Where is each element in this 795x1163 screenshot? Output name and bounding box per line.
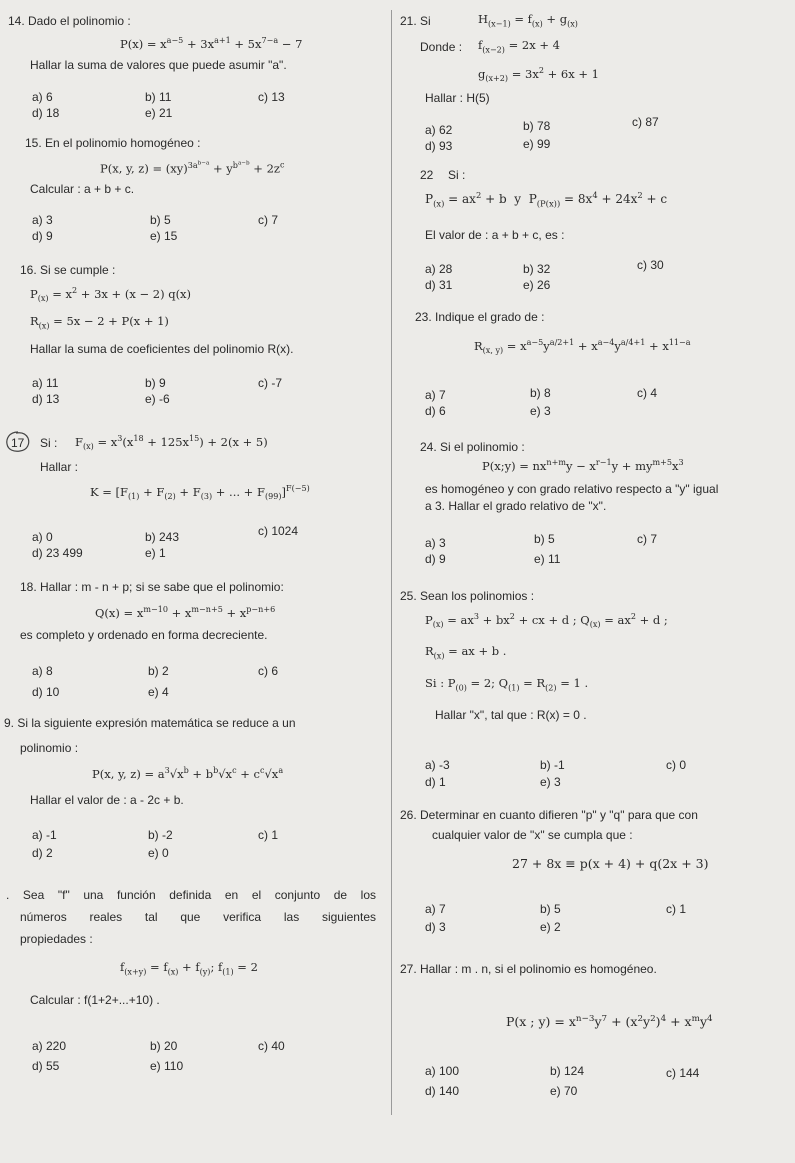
q17-heading: Si :: [40, 436, 58, 450]
option[interactable]: e) 3: [530, 404, 551, 418]
option[interactable]: b) 11: [145, 90, 172, 104]
option[interactable]: c) 7: [258, 213, 279, 227]
option[interactable]: a) -1: [32, 828, 57, 842]
q24-formula: P(x;y) = $nx^{n+m}y - x^{r-1}y + my^{m+5}x^3$: [482, 458, 684, 473]
q22-heading: Si :: [448, 168, 466, 182]
option[interactable]: e) 26: [523, 278, 551, 292]
option[interactable]: d) 10: [32, 685, 60, 699]
q14-heading: 14. Dado el polinomio :: [8, 14, 131, 28]
option[interactable]: b) 243: [145, 530, 180, 544]
option[interactable]: e) -6: [145, 392, 170, 406]
option[interactable]: a) 8: [32, 664, 53, 678]
q24-heading: 24. Si el polinomio :: [420, 440, 525, 454]
option[interactable]: d) 13: [32, 392, 60, 406]
q21-label: Donde :: [420, 40, 463, 54]
q20-formula: $f_{(x+y)} = f_{(x)} + f_{(y)}$; $f_{(1)} = 2$: [120, 960, 258, 977]
option[interactable]: a) -3: [425, 758, 450, 772]
option[interactable]: a) 62: [425, 123, 453, 137]
option[interactable]: e) 1: [145, 546, 166, 560]
option[interactable]: a) 0: [32, 530, 53, 544]
option[interactable]: c) 87: [632, 115, 659, 129]
option[interactable]: a) 3: [32, 213, 53, 227]
option[interactable]: c) 7: [637, 532, 658, 546]
option[interactable]: a) 220: [32, 1039, 67, 1053]
q19-text: Hallar el valor de : a - 2c + b.: [30, 793, 184, 807]
q25-formula-3: Si : $P_{(0)} = 2$; $Q_{(1)} = R_{(2)} = 1$ .: [425, 676, 589, 693]
option[interactable]: e) 21: [145, 106, 173, 120]
option[interactable]: e) 0: [148, 846, 169, 860]
q22-formula: $P_{(x)} = ax^2 + b$ y $P_{(P(x))} = 8x^4 + 24x^2 + c$: [425, 190, 668, 209]
q25-formula-2: $R_{(x)}$ = ax + b .: [425, 644, 507, 661]
q23-heading: 23. Indique el grado de :: [415, 310, 545, 324]
option[interactable]: c) -7: [258, 376, 282, 390]
option[interactable]: c) 0: [666, 758, 687, 772]
q23-formula: $R_{(x, y)} = x^{a-5}y^{a/2+1} + x^{a-4}y^{a/4+1} + x^{11-a}$: [474, 338, 691, 356]
q25-text: Hallar "x", tal que : R(x) = 0 .: [435, 708, 587, 722]
q22-number: 22: [420, 168, 434, 182]
option[interactable]: e) 11: [534, 552, 561, 566]
q17-formula: $F_{(x)} = x^3(x^{18} + 125x^{15}) + 2(x + 5)$: [75, 434, 268, 452]
q27-heading: 27. Hallar : m . n, si el polinomio es homogéneo.: [400, 962, 657, 976]
q19-heading-2: polinomio :: [20, 741, 79, 755]
q25-heading: 25. Sean los polinomios :: [400, 589, 535, 603]
option[interactable]: b) 8: [530, 386, 551, 400]
option[interactable]: a) 100: [425, 1064, 460, 1078]
option[interactable]: c) 144: [666, 1066, 700, 1080]
option[interactable]: b) 2: [148, 664, 169, 678]
option[interactable]: d) 2: [32, 846, 53, 860]
option[interactable]: d) 1: [425, 775, 446, 789]
option[interactable]: d) 55: [32, 1059, 60, 1073]
option[interactable]: b) 124: [550, 1064, 585, 1078]
option[interactable]: d) 140: [425, 1084, 460, 1098]
q24-text: es homogéneo y con grado relativo respecto a "y" igual: [425, 482, 719, 496]
option[interactable]: d) 3: [425, 920, 446, 934]
q18-formula: $Q(x) = x^{m-10} + x^{m-n+5} + x^{p-n+6}$: [95, 605, 276, 620]
q19-formula: P(x, y, $z) = a^3√x^b + b^b√x^c + c^c√x^a$: [92, 766, 284, 781]
q14-text: Hallar la suma de valores que puede asumir "a".: [30, 58, 287, 72]
option[interactable]: e) 2: [540, 920, 561, 934]
q20-heading-3: propiedades :: [20, 932, 93, 946]
option[interactable]: c) 40: [258, 1039, 285, 1053]
option[interactable]: a) 11: [32, 376, 59, 390]
q16-formula-2: $R_{(x)} = 5x - 2 + P(x + 1)$: [30, 314, 169, 331]
q24-text-2: a 3. Hallar el grado relativo de "x".: [425, 499, 607, 513]
option[interactable]: b) 5: [540, 902, 561, 916]
q15-text: Calcular : a + b + c.: [30, 182, 135, 196]
option[interactable]: a) 7: [425, 902, 446, 916]
option[interactable]: d) 18: [32, 106, 60, 120]
option[interactable]: d) 31: [425, 278, 453, 292]
option[interactable]: c) 30: [637, 258, 664, 272]
q22-text: El valor de : a + b + c, es :: [425, 228, 565, 242]
q15-formula: P(x, y, $z) = (xy)^{3a^{b-a}} + y^{b^{a-b}} + 2z^c$: [100, 160, 285, 176]
option[interactable]: e) 110: [150, 1059, 184, 1073]
option[interactable]: e) 4: [148, 685, 169, 699]
q20-heading: . Sea "f" una función definida en el conjunto de los: [6, 888, 376, 902]
option[interactable]: b) 32: [523, 262, 551, 276]
q16-heading: 16. Si se cumple :: [20, 263, 116, 277]
q20-heading-2: números reales tal que verifica las siguientes: [20, 910, 376, 924]
option[interactable]: e) 15: [150, 229, 178, 243]
q20-text: Calcular : f(1+2+...+10) .: [30, 993, 160, 1007]
q21-formula-1: $H_{(x-1)} = f_{(x)} + g_{(x)}$: [478, 12, 578, 29]
column-divider: [391, 10, 392, 1115]
option[interactable]: e) 99: [523, 137, 551, 151]
option[interactable]: a) 3: [425, 536, 446, 550]
option[interactable]: e) 3: [540, 775, 561, 789]
option[interactable]: c) 1: [258, 828, 279, 842]
option[interactable]: d) 6: [425, 404, 446, 418]
q21-formula-2: $f_{(x-2)} = 2x + 4$: [478, 38, 560, 55]
option[interactable]: d) 23 499: [32, 546, 83, 560]
q19-heading: 9. Si la siguiente expresión matemática se reduce a un: [4, 716, 296, 730]
option[interactable]: c) 4: [637, 386, 658, 400]
option[interactable]: d) 93: [425, 139, 453, 153]
option[interactable]: d) 9: [425, 552, 446, 566]
q26-heading-2: cualquier valor de "x" se cumpla que :: [432, 828, 633, 842]
q26-formula: 27 + 8x ≡ p(x + 4) + q(2x + 3): [512, 856, 709, 871]
q16-formula-1: $P_{(x)} = x^2 + 3x + (x - 2)$ q(x): [30, 286, 192, 304]
q25-formula-1: $P_{(x)} = ax^3 + bx^2$ + cx + d ; $Q_{(x)} = ax^2 + d$ ;: [425, 612, 668, 630]
option[interactable]: b) 5: [150, 213, 171, 227]
q18-heading: 18. Hallar : m - n + p; si se sabe que el polinomio:: [20, 580, 284, 594]
option[interactable]: b) 78: [523, 119, 551, 133]
option[interactable]: a) 7: [425, 388, 446, 402]
option[interactable]: b) 20: [150, 1039, 178, 1053]
q15-heading: 15. En el polinomio homogéneo :: [25, 136, 201, 150]
q17-number: 17: [11, 436, 25, 450]
q17-text: Hallar :: [40, 460, 79, 474]
option[interactable]: c) 13: [258, 90, 285, 104]
option[interactable]: c) 6: [258, 664, 279, 678]
q17-formula-2: $K = [F_{(1)} + F_{(2)} + F_{(3)}$ + ... + $F_{(99)}]^{F(-5)}$: [90, 484, 310, 502]
q26-heading: 26. Determinar en cuanto difieren "p" y "q" para que con: [400, 808, 698, 822]
option[interactable]: c) 1024: [258, 524, 299, 538]
option[interactable]: c) 1: [666, 902, 687, 916]
q14-formula: $P(x) = x^{a-5} + 3x^{a+1} + 5x^{7-a} - 7$: [120, 36, 303, 51]
option[interactable]: a) 28: [425, 262, 453, 276]
option[interactable]: b) 9: [145, 376, 166, 390]
option[interactable]: a) 6: [32, 90, 53, 104]
option[interactable]: b) -2: [148, 828, 173, 842]
q16-text: Hallar la suma de coeficientes del polinomio R(x).: [30, 342, 294, 356]
q27-formula: P(x ; $y) = x^{n-3}y^7 + (x^2y^2)^4 + x^my^4$: [506, 1014, 713, 1030]
q21-text: Hallar : H(5): [425, 91, 490, 105]
option[interactable]: d) 9: [32, 229, 53, 243]
q21-heading: 21. Si: [400, 14, 431, 28]
q21-formula-3: $g_{(x+2)} = 3x^2 + 6x + 1$: [478, 66, 599, 84]
option[interactable]: e) 70: [550, 1084, 578, 1098]
q18-text: es completo y ordenado en forma decreciente.: [20, 628, 268, 642]
option[interactable]: b) 5: [534, 532, 555, 546]
option[interactable]: b) -1: [540, 758, 565, 772]
